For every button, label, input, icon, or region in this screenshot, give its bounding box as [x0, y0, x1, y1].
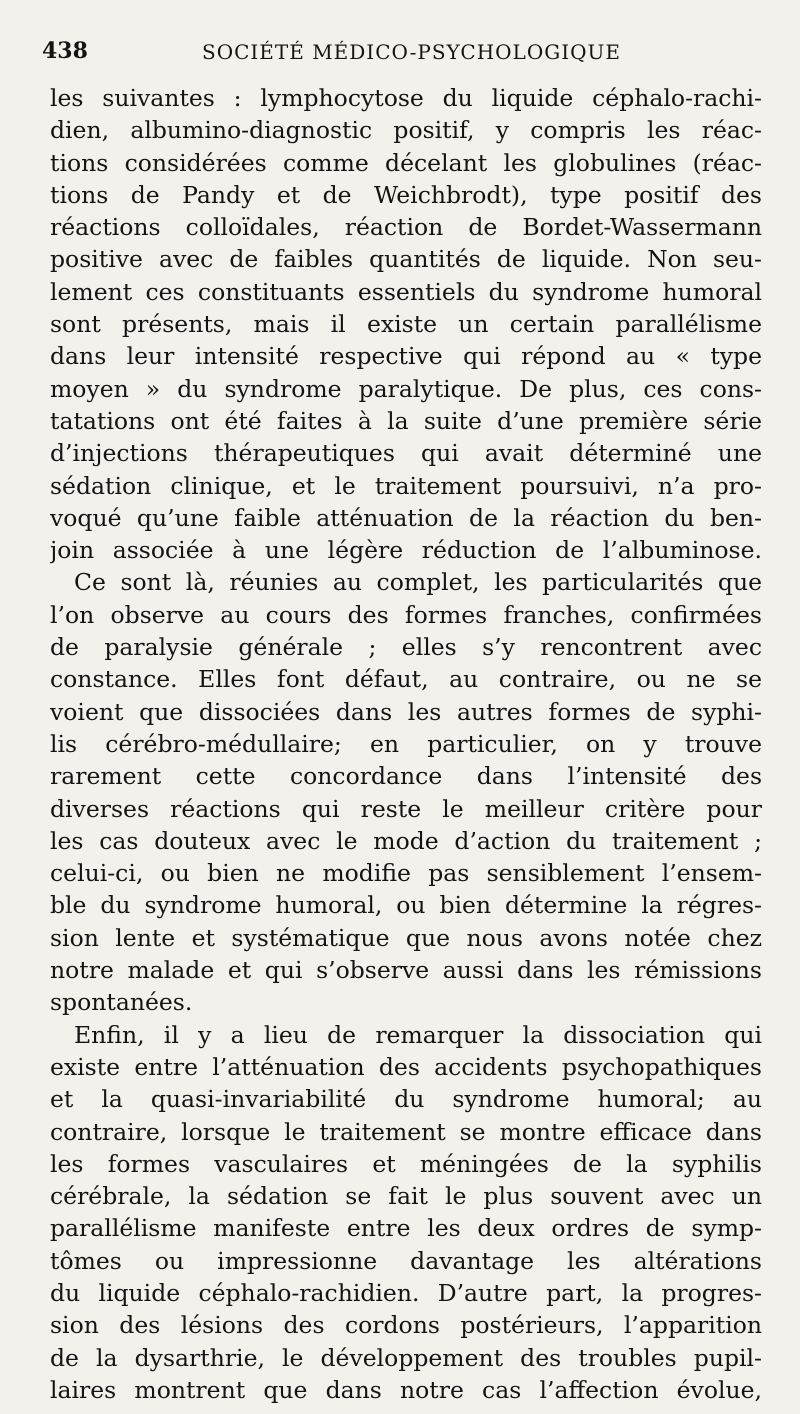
- body-text: [50, 82, 762, 1406]
- running-head: [42, 38, 762, 68]
- text-line: lis cérébro-médullaire; en particulier, on y trouve: [50, 729, 762, 758]
- text-line: de la dysarthrie, le développement des troubles pupil-: [50, 1343, 762, 1372]
- text-line: notre malade et qui s’observe aussi dans les rémissions: [50, 956, 762, 985]
- text-line: dien, albumino-diagnostic positif, y compris les réac-: [50, 116, 762, 145]
- text-line: d’injections thérapeutiques qui avait déterminé une: [50, 439, 762, 468]
- journal-title: SOCIÉTÉ MÉDICO-PSYCHOLOGIQUE: [202, 40, 621, 64]
- text-line: sion lente et systématique que nous avons notée chez: [50, 923, 762, 952]
- text-line: diverses réactions qui reste le meilleur critère pour: [50, 794, 762, 823]
- text-line: laires montrent que dans notre cas l’affection évolue,: [50, 1375, 762, 1404]
- text-line: tatations ont été faites à la suite d’une première série: [50, 406, 762, 435]
- text-line: contraire, lorsque le traitement se montre efficace dans: [50, 1117, 762, 1146]
- text-line: tions de Pandy et de Weichbrodt), type positif des: [50, 180, 762, 209]
- text-line: moyen » du syndrome paralytique. De plus, ces cons-: [50, 374, 762, 403]
- text-line: et la quasi-invariabilité du syndrome humoral; au: [50, 1085, 762, 1114]
- text-line: existe entre l’atténuation des accidents psychopathiques: [50, 1052, 762, 1081]
- text-line: de paralysie générale ; elles s’y rencontrent avec: [50, 633, 762, 662]
- text-line: Ce sont là, réunies au complet, les particularités que: [74, 568, 762, 597]
- text-line: Enfin, il y a lieu de remarquer la dissociation qui: [74, 1020, 762, 1049]
- text-line: cérébrale, la sédation se fait le plus souvent avec un: [50, 1182, 762, 1211]
- text-line: du liquide céphalo-rachidien. D’autre part, la progres-: [50, 1278, 762, 1307]
- text-line: les cas douteux avec le mode d’action du traitement ;: [50, 826, 762, 855]
- text-line: ble du syndrome humoral, ou bien détermine la régres-: [50, 891, 762, 920]
- text-line: sion des lésions des cordons postérieurs, l’apparition: [50, 1311, 762, 1340]
- text-line: réactions colloïdales, réaction de Bordet-Wassermann: [50, 213, 762, 242]
- text-line: sédation clinique, et le traitement poursuivi, n’a pro-: [50, 471, 762, 500]
- text-line: l’on observe au cours des formes franches, confirmées: [50, 600, 762, 629]
- text-line: les formes vasculaires et méningées de la syphilis: [50, 1149, 762, 1178]
- text-line: voqué qu’une faible atténuation de la réaction du ben-: [50, 503, 762, 532]
- text-line: celui-ci, ou bien ne modifie pas sensiblement l’ensem-: [50, 859, 762, 888]
- text-line: lement ces constituants essentiels du syndrome humoral: [50, 277, 762, 306]
- page-number: 438: [42, 38, 88, 64]
- text-line: tions considérées comme décelant les globulines (réac-: [50, 148, 762, 177]
- text-line: tômes ou impressionne davantage les altérations: [50, 1246, 762, 1275]
- paragraph-1: [50, 82, 762, 566]
- paragraph-2: [50, 566, 762, 1018]
- text-line: rarement cette concordance dans l’intensité des: [50, 762, 762, 791]
- text-line: voient que dissociées dans les autres formes de syphi-: [50, 697, 762, 726]
- text-line: les suivantes : lymphocytose du liquide céphalo-rachi-: [50, 84, 762, 112]
- text-line: join associée à une légère réduction de l’albuminose.: [50, 536, 762, 565]
- text-line: spontanées.: [50, 988, 193, 1017]
- text-line: parallélisme manifeste entre les deux ordres de symp-: [50, 1214, 762, 1243]
- paragraph-3: [50, 1019, 762, 1407]
- text-line: constance. Elles font défaut, au contraire, ou ne se: [50, 665, 762, 694]
- text-line: positive avec de faibles quantités de liquide. Non seu-: [50, 245, 762, 274]
- text-line: sont présents, mais il existe un certain parallélisme: [50, 310, 762, 339]
- text-line: dans leur intensité respective qui répond au « type: [50, 342, 762, 371]
